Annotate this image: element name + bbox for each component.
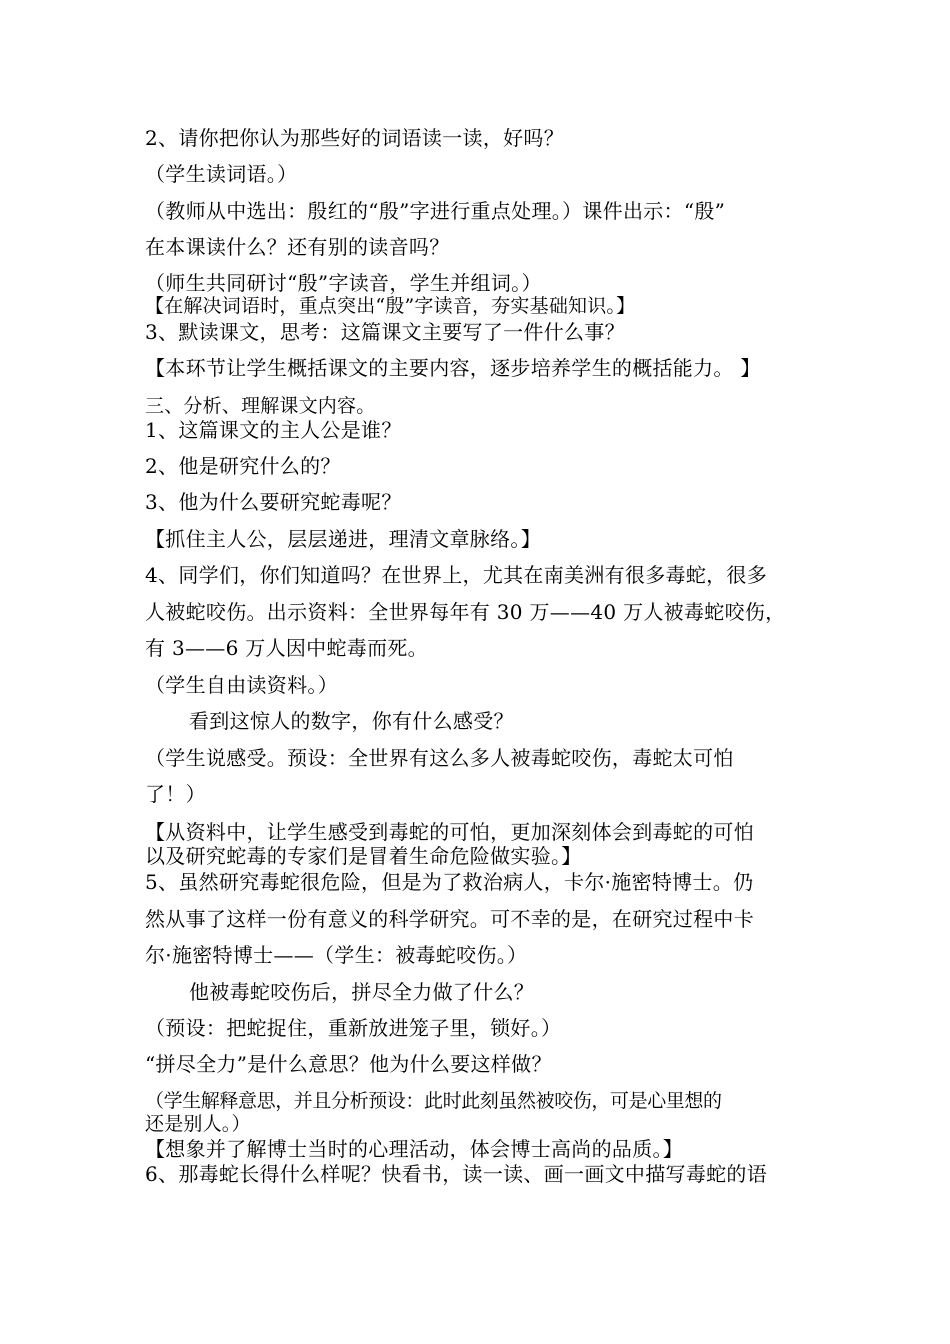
text-line: 还是别人。） xyxy=(145,1113,251,1135)
text-line: （学生自由读资料。） xyxy=(145,673,338,697)
text-line: 有 3——6 万人因中蛇毒而死。 xyxy=(145,636,428,660)
text-line: 人被蛇咬伤。出示资料：全世界每年有 30 万——40 万人被毒蛇咬伤， xyxy=(145,600,786,624)
annotation-line: 以及研究蛇毒的专家们是冒着生命危险做实验。】 xyxy=(145,844,582,868)
text-line: 3、他为什么要研究蛇毒呢？ xyxy=(145,490,402,514)
text-line: 他被毒蛇咬伤后，拼尽全力做了什么？ xyxy=(189,980,535,1004)
annotation-line: 【本环节让学生概括课文的主要内容，逐步培养学生的概括能力。 】 xyxy=(145,356,761,380)
text-line: （教师从中选出：殷红的“殷”字进行重点处理。）课件出示：“殷” xyxy=(145,199,726,223)
text-line: 2、他是研究什么的？ xyxy=(145,454,341,478)
text-line: （学生解释意思，并且分析预设：此时此刻虽然被咬伤，可是心里想的 xyxy=(145,1090,722,1112)
text-line: 在本课读什么？还有别的读音吗？ xyxy=(145,235,450,259)
annotation-line: 【想象并了解博士当时的心理活动，体会博士高尚的品质。】 xyxy=(145,1137,684,1161)
text-line: （学生说感受。预设：全世界有这么多人被毒蛇咬伤，毒蛇太可怕 xyxy=(145,746,734,770)
section-heading: 三、分析、理解课文内容。 xyxy=(145,395,376,417)
annotation-line: 【在解决词语时，重点突出“殷”字读音，夯实基础知识。】 xyxy=(145,295,636,317)
annotation-line: 【抓住主人公，层层递进，理清文章脉络。】 xyxy=(145,527,541,551)
text-line: 5、虽然研究毒蛇很危险，但是为了救治病人，卡尔·施密特博士。仍 xyxy=(145,870,754,894)
text-line: 然从事了这样一份有意义的科学研究。可不幸的是，在研究过程中卡 xyxy=(145,907,754,931)
annotation-line: 【从资料中，让学生感受到毒蛇的可怕，更加深刻体会到毒蛇的可怕 xyxy=(145,820,754,844)
text-line: 尔·施密特博士——（学生：被毒蛇咬伤。） xyxy=(145,943,528,967)
text-line: 看到这惊人的数字，你有什么感受？ xyxy=(189,709,514,733)
text-line: （学生读词语。） xyxy=(145,162,298,186)
text-line: 3、默读课文，思考：这篇课文主要写了一件什么事？ xyxy=(145,320,625,344)
text-line: 2、请你把你认为那些好的词语读一读，好吗？ xyxy=(145,126,565,150)
text-line: 6、那毒蛇长得什么样呢？快看书，读一读、画一画文中描写毒蛇的语 xyxy=(145,1162,768,1186)
text-line: 了！） xyxy=(145,782,206,806)
text-line: 4、同学们，你们知道吗？在世界上，尤其在南美洲有很多毒蛇，很多 xyxy=(145,563,768,587)
text-line: （师生共同研讨“殷”字读音，学生并组词。） xyxy=(145,271,542,295)
text-line: 1、这篇课文的主人公是谁？ xyxy=(145,418,402,442)
text-line: （预设：把蛇捉住，重新放进笼子里，锁好。） xyxy=(145,1016,562,1040)
text-line: “拼尽全力”是什么意思？他为什么要这样做？ xyxy=(145,1052,552,1076)
